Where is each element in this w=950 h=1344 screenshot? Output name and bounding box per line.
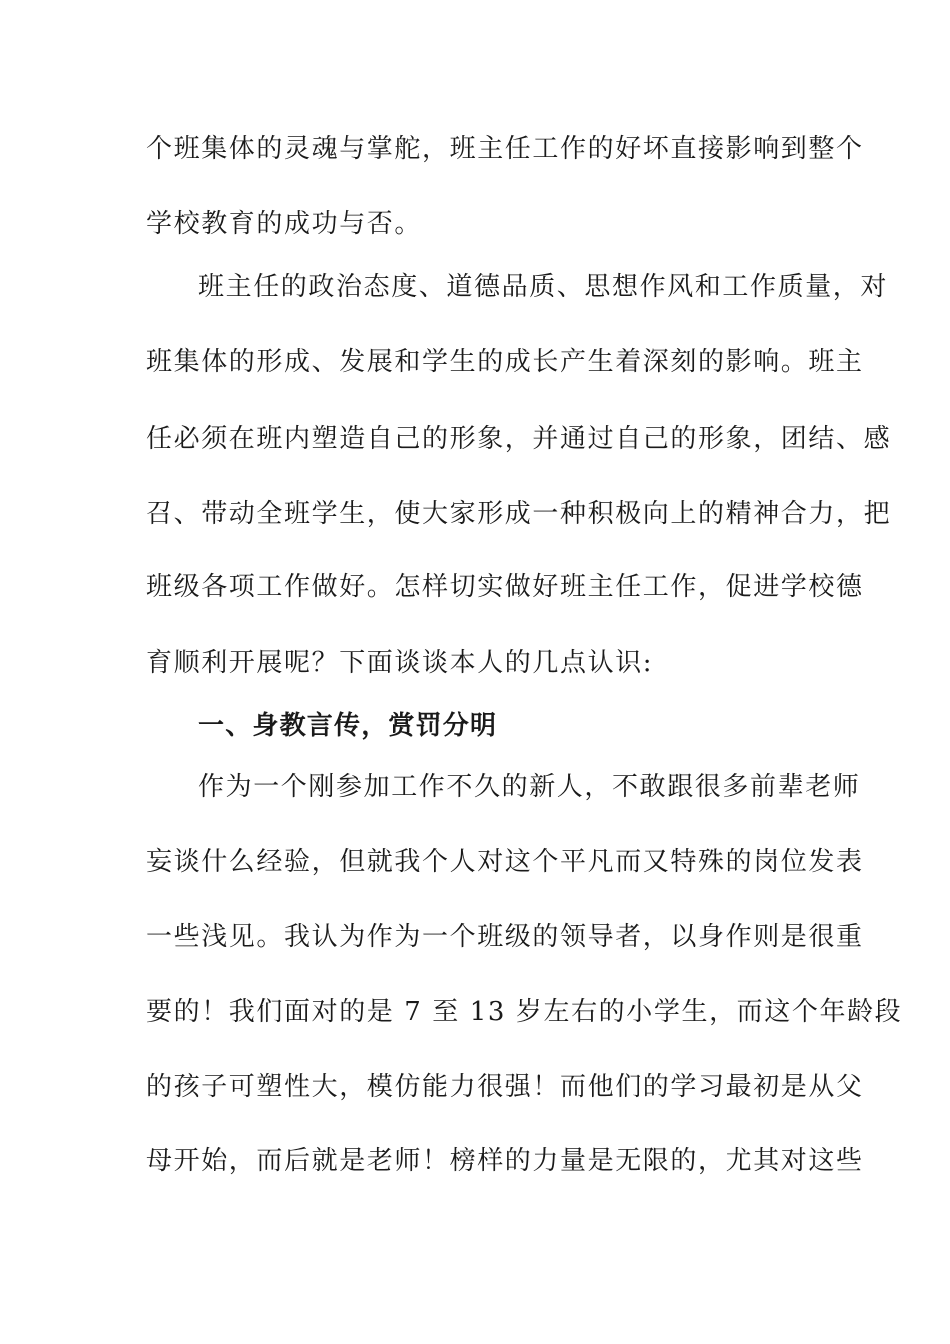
- text-line: 个班集体的灵魂与掌舵，班主任工作的好坏直接影响到整个: [146, 134, 864, 164]
- text-line: 要的！我们面对的是 7 至 13 岁左右的小学生，而这个年龄段: [146, 997, 903, 1027]
- paragraph-first-line: 班主任的政治态度、道德品质、思想作风和工作质量，对: [198, 272, 889, 302]
- paragraph-first-line: 作为一个刚参加工作不久的新人，不敢跟很多前辈老师: [198, 772, 861, 802]
- text-line: 的孩子可塑性大，模仿能力很强！而他们的学习最初是从父: [146, 1072, 864, 1102]
- text-line: 育顺利开展呢？下面谈谈本人的几点认识:: [146, 648, 654, 678]
- text-line: 任必须在班内塑造自己的形象，并通过自己的形象，团结、感: [146, 424, 892, 454]
- text-line: 召、带动全班学生，使大家形成一种积极向上的精神合力，把: [146, 499, 892, 529]
- text-line: 一些浅见。我认为作为一个班级的领导者，以身作则是很重: [146, 922, 864, 952]
- text-line: 班集体的形成、发展和学生的成长产生着深刻的影响。班主: [146, 347, 864, 377]
- text-line: 母开始，而后就是老师！榜样的力量是无限的，尤其对这些: [146, 1146, 864, 1176]
- text-line: 班级各项工作做好。怎样切实做好班主任工作，促进学校德: [146, 572, 864, 602]
- text-line: 学校教育的成功与否。: [146, 209, 423, 239]
- section-heading: 一、身教言传，赏罚分明: [198, 711, 498, 741]
- text-line: 妄谈什么经验，但就我个人对这个平凡而又特殊的岗位发表: [146, 847, 864, 877]
